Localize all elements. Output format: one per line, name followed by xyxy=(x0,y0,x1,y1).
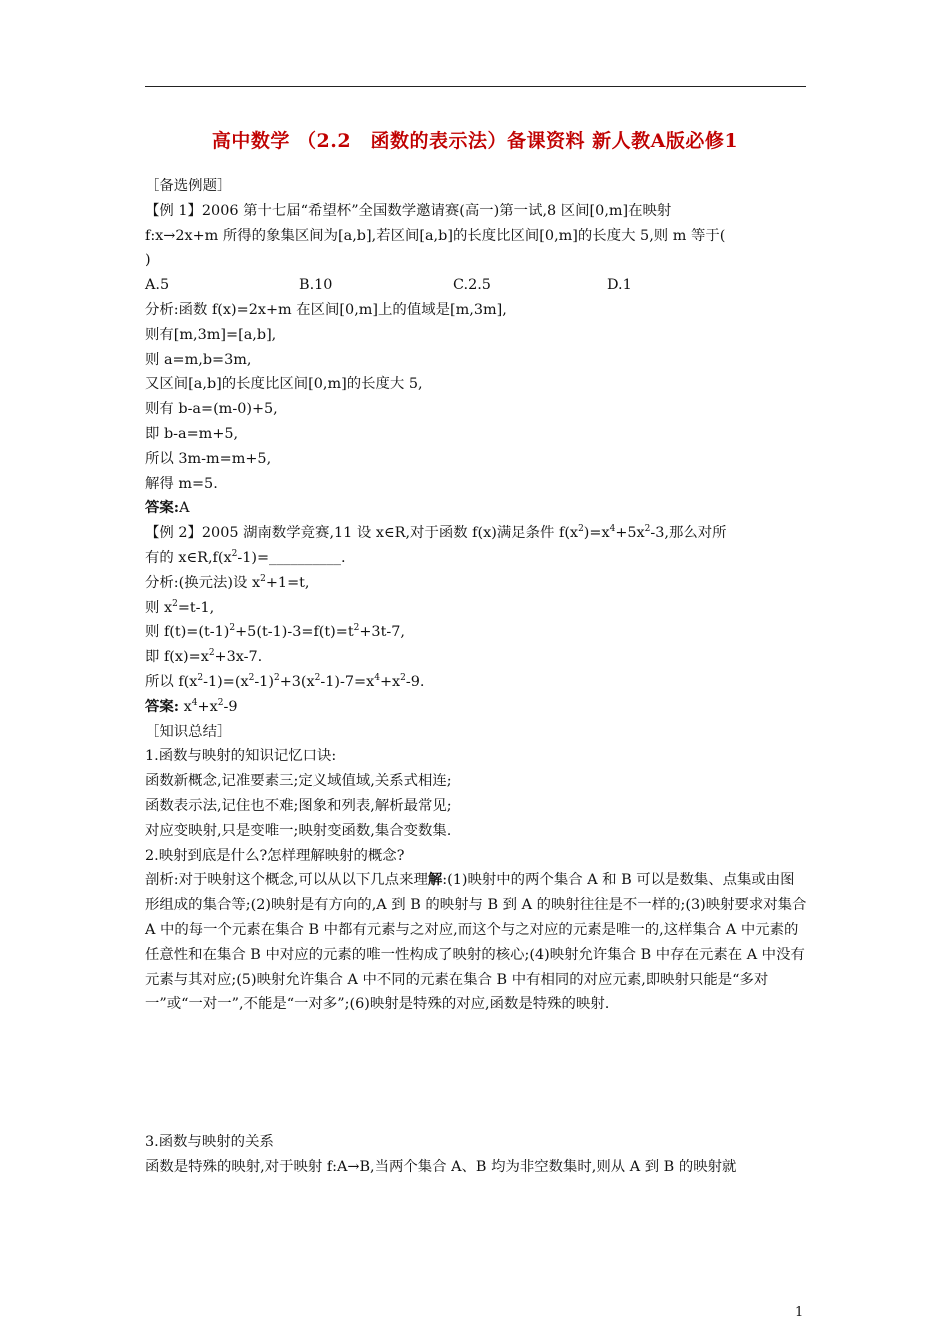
example1-line2: f:x→2x+m 所得的象集区间为[a,b],若区间[a,b]的长度比区间[0,m]的长度大 5,则 m 等于( xyxy=(145,227,726,244)
example1-step: 则有[m,3m]=[a,b], xyxy=(145,326,277,343)
option-d: D.1 xyxy=(607,277,632,294)
summary-heading: ［知识总结］ xyxy=(145,723,232,740)
summary-item: 函数表示法,记住也不难;图象和列表,解析最常见; xyxy=(145,797,452,814)
example2-step: 所以 $f(x^2-1)=(x^2-1)^2+3(x^2-1)-7=x^4+x^2-9$. xyxy=(145,672,425,690)
example2-answer: 答案: $x^4+x^2-9$ xyxy=(145,697,238,715)
example1-step: 又区间[a,b]的长度比区间[0,m]的长度大 5, xyxy=(145,376,423,393)
header-rule xyxy=(145,86,806,87)
example1-step: 解得 m=5. xyxy=(145,475,218,492)
example1-step: 则有 b-a=(m-0)+5, xyxy=(145,401,278,418)
summary-paragraph: 剖析:对于映射这个概念,可以从以下几点来理解:(1)映射中的两个集合 A 和 B 可以是数集、点集或由图形组成的集合等;(2)映射是有方向的,A 到 B 的映射与 B 到 A 的映射往往是不一样的;(3)映射要求对集合 A 中的每一个元素在集合 B 中都有元素与之对应,而这个与之对应的元素是唯一的,这样集合 A 中元素的任意性和在集合 B 中对应的元素的唯一性构成了映射的核心;(4)映射允许集合 B 中存在元素在 A 中没有元素与其对应;(5)映射允许集合 A 中不同的元素在集合 B 中有相同的对应元素,即映射只能是“多对一”或“一对一”,不能是“一对多”;(6)映射是特殊的对应,函数是特殊的映射. xyxy=(145,871,807,1013)
section-examples-heading: ［备选例题］ xyxy=(145,178,232,194)
example2-step: 则 $x^2=t-1$, xyxy=(145,598,215,616)
summary-item-3-text: 函数是特殊的映射,对于映射 f:A→B,当两个集合 A、B 均为非空数集时,则从 A 到 B 的映射就 xyxy=(145,1158,737,1175)
answer-label: 答案: xyxy=(145,499,180,517)
example1-step: 则 a=m,b=3m, xyxy=(145,351,252,368)
example1-options xyxy=(145,273,808,298)
option-a: A.5 xyxy=(145,277,170,294)
option-c: C.2.5 xyxy=(453,277,491,294)
page-number: 1 xyxy=(795,1305,804,1320)
example1-line1: 【例 1】2006 第十七届“希望杯”全国数学邀请赛(高一)第一试,8 区间[0,m]在映射 xyxy=(145,202,672,219)
answer-label: 答案: xyxy=(145,697,180,715)
example1-line3: ) xyxy=(145,252,151,269)
example1-step: 分析:函数 f(x)=2x+m 在区间[0,m]上的值域是[m,3m], xyxy=(145,301,507,318)
example1-step: 所以 3m-m=m+5, xyxy=(145,450,272,467)
example2-step: 即 $f(x)=x^2+3x-7$. xyxy=(145,648,263,666)
example2-line2: 有的 $x\in R,f(x^2-1)=\_\_\_\_\_\_\_\_\_\_$. xyxy=(145,548,346,566)
summary-item: 对应变映射,只是变唯一;映射变函数,集合变数集. xyxy=(145,822,452,839)
example1-answer xyxy=(145,496,808,521)
summary-item-3: 3.函数与映射的关系 xyxy=(145,1134,274,1151)
summary-item: 1.函数与映射的知识记忆口诀: xyxy=(145,748,337,765)
blank-space xyxy=(145,1017,808,1130)
page-title: 高中数学 （2.2 函数的表示法）备课资料 新人教A版必修1 xyxy=(211,130,739,152)
summary-item: 函数新概念,记准要素三;定义域值域,关系式相连; xyxy=(145,773,452,790)
example2-step: 则 $f(t)=(t-1)^2+5(t-1)-3=f(t)=t^2+3t-7$, xyxy=(145,623,405,641)
example1-step: 即 b-a=m+5, xyxy=(145,425,239,442)
example2-line1: 【例 2】2005 湖南数学竞赛,11 设 x∈R,对于函数 f(x)满足条件 $f(x^2)=x^4+5x^2-3$,那么对所 xyxy=(145,524,727,542)
option-b: B.10 xyxy=(299,277,333,294)
document-body xyxy=(145,174,808,1180)
example2-analysis: 分析:(换元法)设 $x^2+1=t$, xyxy=(145,573,310,591)
summary-item: 2.映射到底是什么?怎样理解映射的概念? xyxy=(145,847,405,864)
answer-value: A xyxy=(179,500,190,517)
